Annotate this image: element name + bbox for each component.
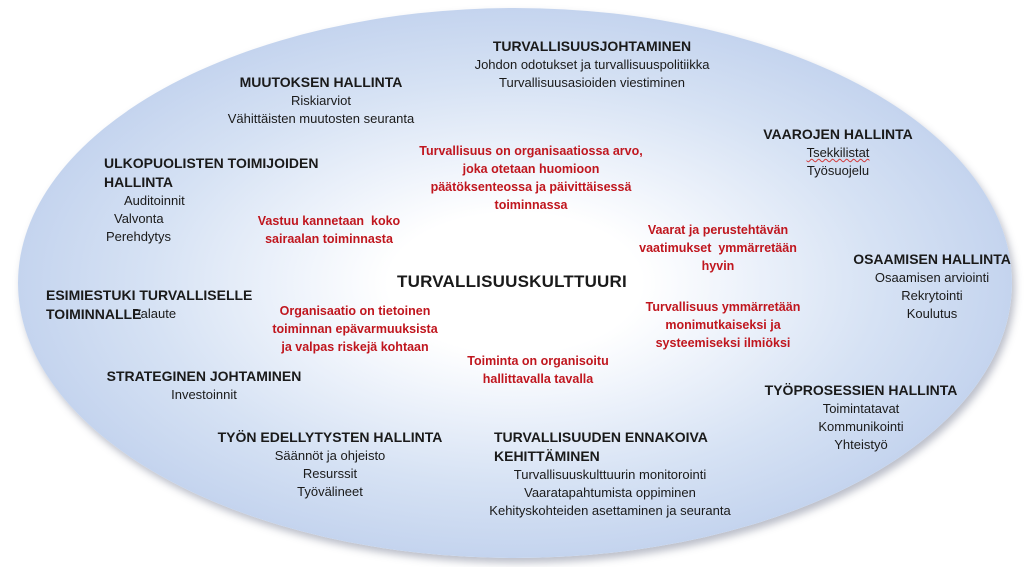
topic-item: Riskiarviot [291,93,351,108]
topic-work-process-management [756,381,966,454]
topic-work-conditions-management [212,428,448,501]
topic-title: VAAROJEN HALLINTA [763,126,913,142]
topic-title: TURVALLISUUSJOHTAMINEN [492,38,692,54]
topic-item: Palaute [132,306,177,321]
topic-item: Perehdytys [106,229,172,244]
topic-item: Yhteistyö [834,437,888,452]
topic-title: ULKOPUOLISTEN TOIMIJOIDEN [104,155,319,171]
topic-hazard-management [746,125,930,180]
topic-item: Kommunikointi [818,419,904,434]
topic-item: Valvonta [114,211,164,226]
topic-item: Resurssit [302,466,358,481]
topic-title: ESIMIESTUKI TURVALLISELLE [46,287,253,303]
topic-item: Vähittäisten muutosten seuranta [227,111,415,126]
topic-item: Säännöt ja ohjeisto [274,448,386,463]
topic-supervisor-support [46,286,266,323]
topic-item: Turvallisuuskulttuurin monitorointi [513,467,707,482]
topic-title: TURVALLISUUDEN ENNAKOIVA [494,429,708,445]
topic-change-management [200,73,442,128]
topic-item: Työsuojelu [806,163,870,178]
principle-systemic-phenomenon: Turvallisuus ymmärretään monimutkaiseksi ja systeemiseksi ilmiöksi [645,300,801,350]
topic-item: Johdon odotukset ja turvallisuuspolitiikka [474,57,710,72]
topic-item: Rekrytointi [901,288,963,303]
topic-title: TOIMINNALLE [46,306,142,322]
topic-item [746,144,930,162]
topic-item: Investoinnit [171,387,237,402]
topic-item: Kehityskohteiden asettaminen ja seuranta [489,503,731,518]
principle-aware-of-uncertainty: Organisaatio on tietoinen toiminnan epävarmuuksista ja valpas riskejä kohtaan [272,304,438,354]
topic-title: TYÖN EDELLYTYSTEN HALLINTA [217,429,443,445]
topic-title: HALLINTA [104,174,173,190]
topic-strategic-management [96,367,312,404]
topic-safety-management [452,37,732,92]
topic-item: Työvälineet [297,484,363,499]
topic-item: Osaamisen arviointi [874,270,990,285]
spellcheck-underline: Tsekkilistat [806,145,870,160]
topic-competence-management [840,250,1024,323]
principle-responsibility: Vastuu kannetaan koko sairaalan toiminnasta [257,214,401,246]
principle-organized-activity: Toiminta on organisoitu hallittavalla tavalla [467,354,609,386]
topic-item: Koulutus [906,306,958,321]
center-title: TURVALLISUUSKULTTUURI [397,272,627,291]
topic-title: MUUTOKSEN HALLINTA [239,74,403,90]
topic-item: Turvallisuusasioiden viestiminen [499,75,685,90]
topic-title: STRATEGINEN JOHTAMINEN [106,368,302,384]
topic-title: OSAAMISEN HALLINTA [853,251,1011,267]
topic-title: TYÖPROSESSIEN HALLINTA [764,382,958,398]
topic-proactive-safety-development [462,428,758,520]
topic-item: Vaaratapahtumista oppiminen [524,485,696,500]
principle-hazards-understood: Vaarat ja perustehtävän vaatimukset ymmärretään hyvin [639,223,797,273]
principle-safety-as-value: Turvallisuus on organisaatiossa arvo, joka otetaan huomioon päätöksenteossa ja päivittäisessä toiminnassa [419,144,643,212]
topic-item: Auditoinnit [124,193,185,208]
topic-item: Toimintatavat [822,401,900,416]
topic-title: KEHITTÄMINEN [494,448,600,464]
